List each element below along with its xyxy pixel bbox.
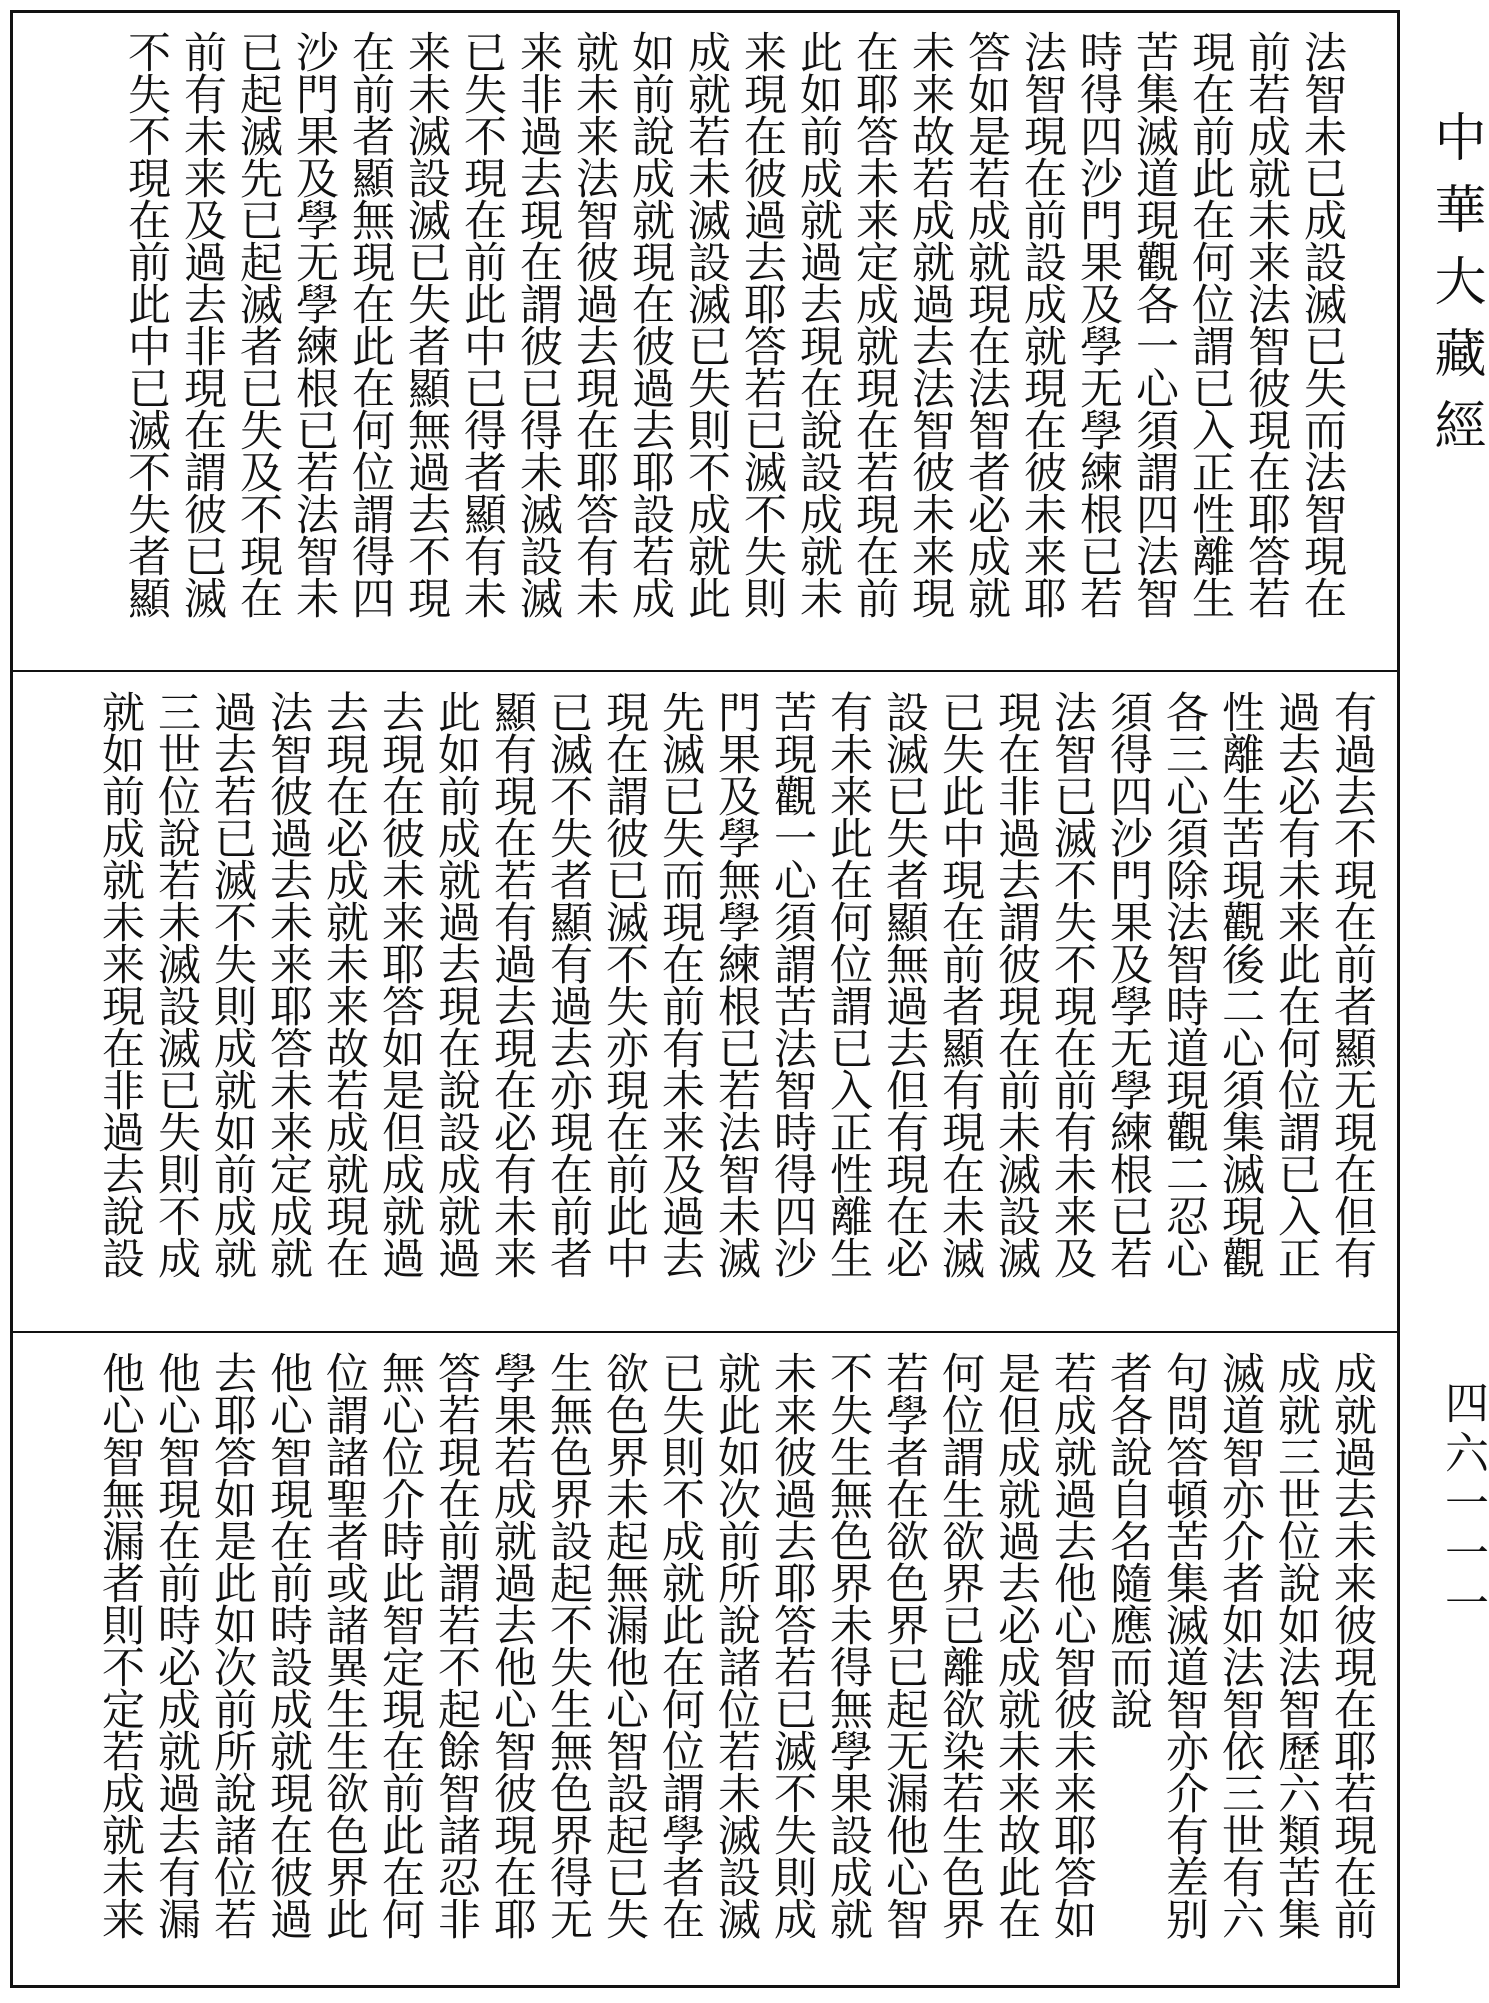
text-column: 未来彼過去耶答若已滅不失則成 [767,1351,817,1939]
text-column: 在前者顯無現在此在何位謂得四 [345,30,395,618]
text-panel-top [30,30,1380,650]
text-column: 已失不現在前此中已得者顯有未 [457,30,507,618]
text-column: 各三心須除法智時道現觀二忍心 [1159,690,1209,1278]
text-panel-middle [30,690,1380,1310]
text-column: 有過去不現在前者顯无現在但有 [1327,690,1377,1278]
text-column: 現在非過去謂彼現在前未滅設滅 [991,690,1041,1278]
panel-divider [10,1331,1400,1333]
text-column: 先滅已失而現在前有未来及過去 [655,690,705,1278]
text-column: 法智現在前設成就現在彼未来耶 [1017,30,1067,618]
text-column: 法智已滅不失不現在前有未来及 [1047,690,1097,1278]
text-column: 門果及學無學練根已若法智未滅 [711,690,761,1278]
text-column: 生無色界設起不失生無色界得无 [543,1351,593,1939]
text-column: 去耶答如是此如次前所說諸位若 [207,1351,257,1939]
text-column: 過去必有未来此在何位謂已入正 [1271,690,1321,1278]
text-column: 過去若已滅不失則成就如前成就 [207,690,257,1278]
text-column: 句問答頓苦集滅道智亦介有差别 [1159,1351,1209,1939]
text-column: 成就若未滅設滅已失則不成就此 [681,30,731,618]
text-column: 就此如次前所說諸位若未滅設滅 [711,1351,761,1939]
text-column: 時得四沙門果及學无學練根已若 [1073,30,1123,618]
text-column: 現在前此在何位謂已入正性離生 [1185,30,1235,618]
margin-note [1350,30,1380,650]
text-column: 學果若成就過去他心智彼現在耶 [487,1351,537,1939]
text-column: 就如前成就未来現在非過去說設 [95,690,145,1278]
text-column: 若成就過去他心智彼未来耶答如 [1047,1351,1097,1939]
text-column: 来非過去現在謂彼已得未滅設滅 [513,30,563,618]
text-column: 前有未来及過去非現在謂彼已滅 [177,30,227,618]
text-column: 如前說成就現在彼過去耶設若成 [625,30,675,618]
text-column: 是但成就過去必成就未来故此在 [991,1351,1041,1939]
text-column: 苦集滅道現觀各一心須謂四法智 [1129,30,1179,618]
text-column: 他心智無漏者則不定若成就未来 [95,1351,145,1939]
panel-divider [10,670,1400,672]
text-column: 若學者在欲色界已起无漏他心智 [879,1351,929,1939]
text-column: 未来故若成就過去法智彼未来現 [905,30,955,618]
text-column: 去現在彼未来耶答如是但成就過 [375,690,425,1278]
text-column: 不失生無色界未得無學果設成就 [823,1351,873,1939]
text-column: 已滅不失者顯有過去亦現在前者 [543,690,593,1278]
text-column: 有未来此在何位謂已入正性離生 [823,690,873,1278]
text-column: 就未来法智彼過去現在耶答有未 [569,30,619,618]
text-column: 来現在彼過去耶答若已滅不失則 [737,30,787,618]
text-column: 不失不現在前此中已滅不失者顯 [121,30,171,618]
text-column: 三世位說若未滅設滅已失則不成 [151,690,201,1278]
text-column: 法智未已成設滅已失而法智現在 [1297,30,1347,618]
text-column: 去現在必成就未来故若成就現在 [319,690,369,1278]
text-column: 者各說自名隨應而說 [1103,1351,1153,1729]
text-column: 法智彼過去未来耶答未来定成就 [263,690,313,1278]
text-column: 已起滅先已起滅者已失及不現在 [233,30,283,618]
text-column: 何位謂生欲界已離欲染若生色界 [935,1351,985,1939]
text-column: 来未滅設滅已失者顯無過去不現 [401,30,451,618]
text-column: 性離生苦現觀後二心須集滅現觀 [1215,690,1265,1278]
text-column: 成就過去未来彼現在耶若現在前 [1327,1351,1377,1939]
text-column: 此如前成就過去現在說設成就未 [793,30,843,618]
text-column: 位謂諸聖者或諸異生生欲色界此 [319,1351,369,1939]
page-number: 四六一一一 [1437,1380,1488,1630]
text-column: 在耶答未来定成就現在若現在前 [849,30,899,618]
text-column: 已失則不成就此在何位謂學者在 [655,1351,705,1939]
text-column: 滅道智亦介者如法智依三世有六 [1215,1351,1265,1939]
text-panel-bottom [30,1351,1380,1971]
text-column: 他心智現在前時設成就現在彼過 [263,1351,313,1939]
text-column: 無心位介時此智定現在前此在何 [375,1351,425,1939]
text-column: 他心智現在前時必成就過去有漏 [151,1351,201,1939]
text-column: 現在謂彼已滅不失亦現在前此中 [599,690,649,1278]
text-column: 顯有現在若有過去現在必有未来 [487,690,537,1278]
text-column: 設滅已失者顯無過去但有現在必 [879,690,929,1278]
text-column: 已失此中現在前者顯有現在未滅 [935,690,985,1278]
text-column: 須得四沙門果及學无學練根已若 [1103,690,1153,1278]
text-column: 前若成就未来法智彼現在耶答若 [1241,30,1291,618]
collection-title: 中華大藏經 [1425,110,1485,470]
text-column: 沙門果及學无學練根已若法智未 [289,30,339,618]
text-column: 答若現在前謂若不起餘智諸忍非 [431,1351,481,1939]
text-column: 成就三世位說如法智歷六類苦集 [1271,1351,1321,1939]
text-column: 欲色界未起無漏他心智設起已失 [599,1351,649,1939]
text-column: 答如是若成就現在法智者必成就 [961,30,1011,618]
text-column: 苦現觀一心須謂苦法智時得四沙 [767,690,817,1278]
text-column: 此如前成就過去現在說設成就過 [431,690,481,1278]
